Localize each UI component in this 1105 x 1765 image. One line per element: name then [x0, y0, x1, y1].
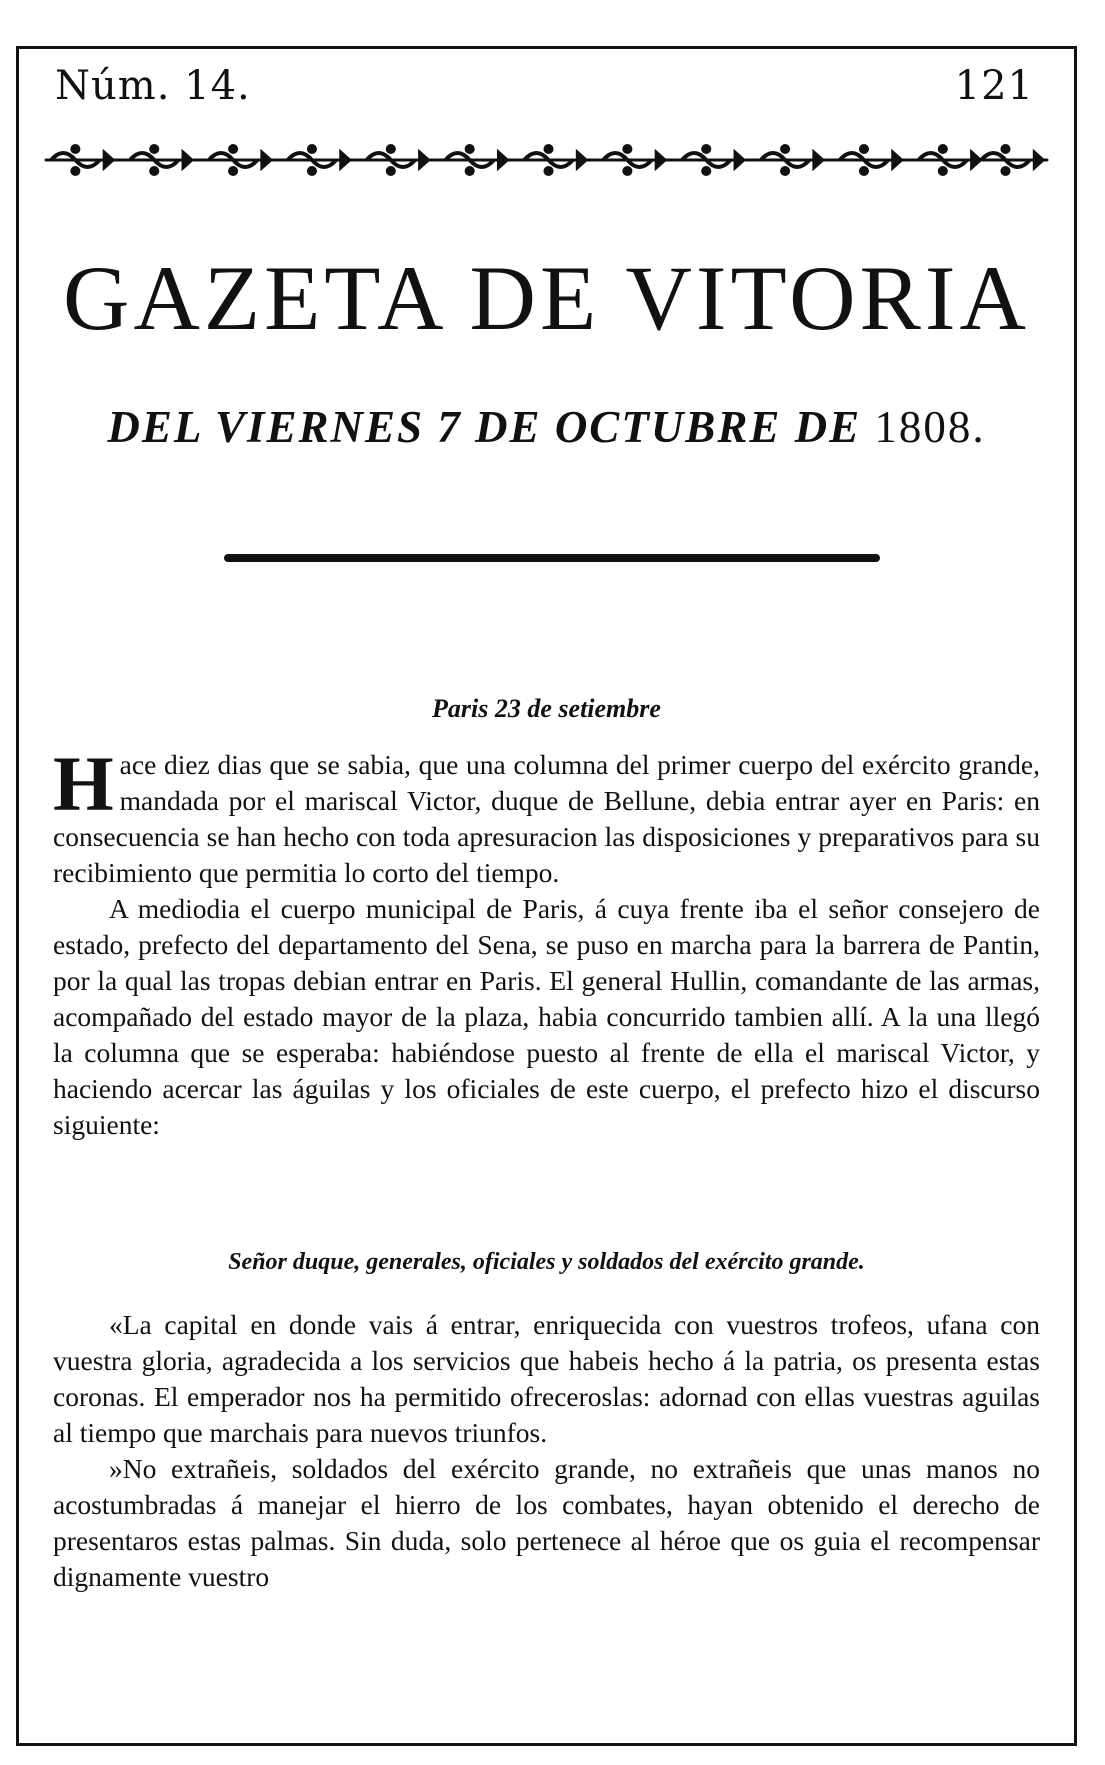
- gazette-page: [16, 46, 1077, 1746]
- newspaper-title: GAZETA DE VITORIA: [63, 247, 1030, 349]
- paragraph: [53, 740, 1040, 891]
- paragraph: »No extrañeis, soldados del exército grande, no extrañeis que unas manos no acostumbradas á manejar el hierro de los combates, hayan obtenido el derecho de presentaros estas palmas. Sin duda, solo pertenece al héroe que os guia el recompensar dignamente vuestro: [53, 1453, 1040, 1592]
- drop-cap: H: [53, 740, 114, 827]
- page-number: 121: [954, 63, 1034, 109]
- speech-salutation: Señor duque, generales, oficiales y soldados del exército grande.: [228, 1249, 865, 1275]
- issue-year: 1808.: [874, 402, 986, 452]
- title-rule: [224, 554, 880, 562]
- paragraph-text: ace diez dias que se sabia, que una columna del primer cuerpo del exército grande, mandada por el mariscal Victor, duque de Bellune, debia entrar ayer en Paris: en consecuencia se han hecho con toda apresuracion las disposiciones y preparativos para su recibimiento que permitia lo corto del tiempo.: [53, 749, 1040, 888]
- paragraph: «La capital en donde vais á entrar, enriquecida con vuestros trofeos, ufana con vuestra gloria, agradecida a los servicios que habeis hecho á la patria, os presenta estas coronas. El emperador nos ha permitido ofreceroslas: adornad con ellas vuestras aguilas al tiempo que marchais para nuevos triunfos.: [53, 1309, 1040, 1448]
- speech-body: [53, 1307, 1040, 1595]
- article-body: [53, 740, 1040, 1143]
- page-header: [55, 63, 1034, 109]
- dateline-place: Paris 23 de setiembre: [432, 694, 661, 723]
- issue-date-text: DEL VIERNES 7 DE OCTUBRE DE: [107, 402, 862, 452]
- issue-number: Núm. 14.: [55, 63, 251, 109]
- ornament-vine-icon: [41, 137, 1052, 183]
- issue-date: [19, 401, 1074, 453]
- ornamental-border: [41, 137, 1052, 183]
- paragraph: A mediodia el cuerpo municipal de Paris, á cuya frente iba el señor consejero de estado, prefecto del departamento del Sena, se puso en marcha para la barrera de Pantin, por la qual las tropas debian entrar en Paris. El general Hullin, comandante de las armas, acompañado del estado mayor de la plaza, habia concurrido tambien allí. A la una llegó la columna que se esperaba: habiéndose puesto al frente de ella el mariscal Victor, y haciendo acercar las águilas y los oficiales de este cuerpo, el prefecto hizo el discurso siguiente:: [53, 893, 1040, 1140]
